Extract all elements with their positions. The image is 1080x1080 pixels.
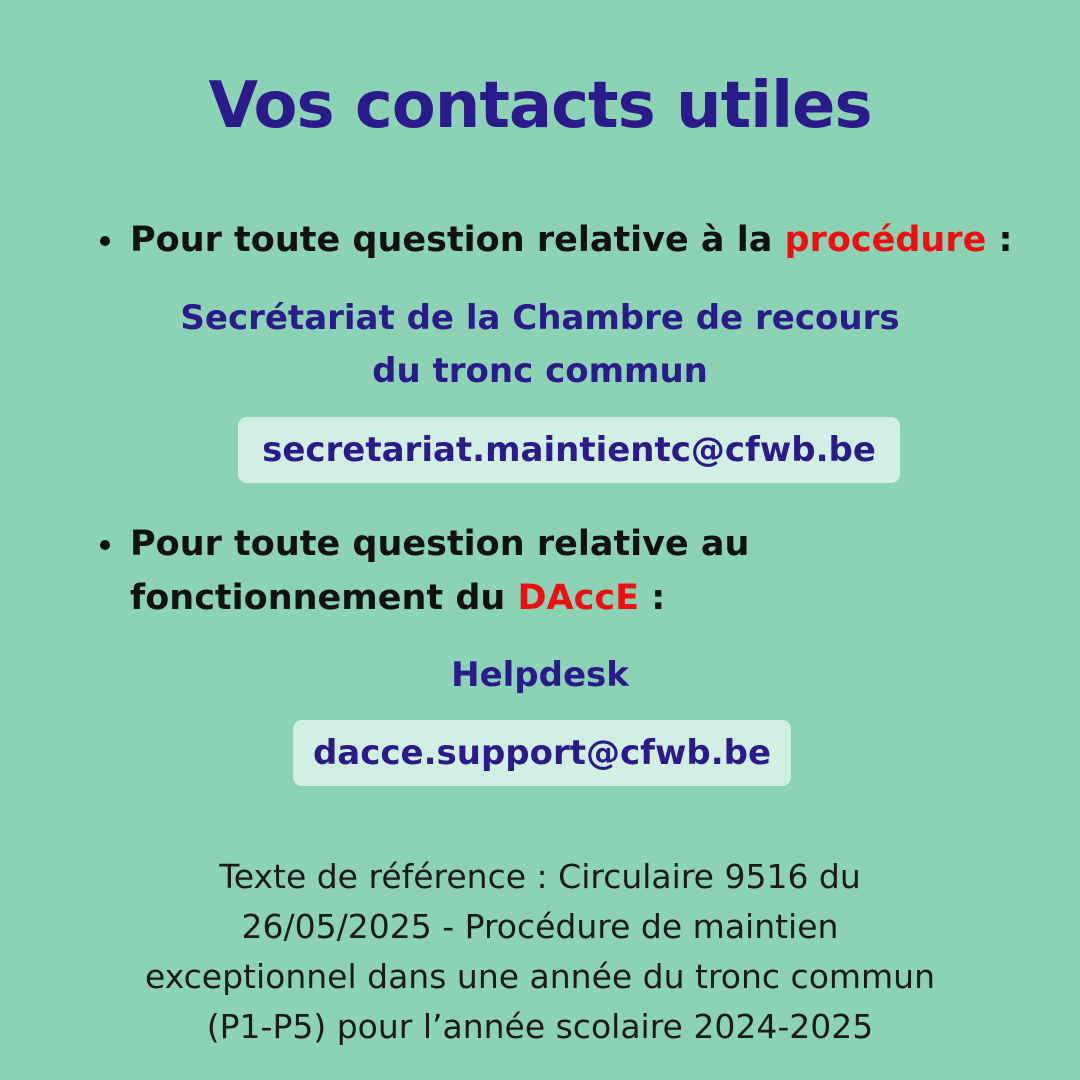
- contact-name-secretariat-line1: Secrétariat de la Chambre de recours: [180, 298, 900, 338]
- bullet-procedure-suffix: :: [986, 220, 1013, 260]
- reference-line3: exceptionnel dans une année du tronc commun: [144, 957, 936, 996]
- dacce-highlight: DAccE: [517, 578, 640, 618]
- reference-line4: (P1-P5) pour l’année scolaire 2024-2025: [206, 1007, 874, 1046]
- procedure-highlight: procédure: [784, 220, 987, 260]
- reference-text: [0, 852, 1080, 1052]
- bullet-procedure-text: [130, 213, 1013, 267]
- bullet-dacce-prefix: fonctionnement du: [130, 578, 518, 618]
- reference-line1: Texte de référence : Circulaire 9516 du: [219, 857, 861, 896]
- reference-line2: 26/05/2025 - Procédure de maintien: [241, 907, 839, 946]
- page-title: Vos contacts utiles: [208, 69, 872, 143]
- bullet-dot-icon: [100, 540, 110, 550]
- contact-name-helpdesk: Helpdesk: [451, 655, 629, 695]
- email-secretariat[interactable]: secretariat.maintientc@cfwb.be: [238, 417, 900, 483]
- bullet-dacce: [100, 517, 749, 625]
- bullet-procedure-prefix: Pour toute question relative à la: [130, 220, 785, 260]
- contact-name-secretariat-line2: du tronc commun: [372, 351, 708, 391]
- bullet-procedure: [100, 213, 1013, 267]
- email-helpdesk[interactable]: dacce.support@cfwb.be: [293, 720, 791, 786]
- bullet-dot-icon: [100, 236, 110, 246]
- bullet-dacce-suffix: :: [639, 578, 666, 618]
- bullet-dacce-line1: Pour toute question relative au: [130, 524, 750, 564]
- bullet-dacce-line2: [130, 571, 749, 625]
